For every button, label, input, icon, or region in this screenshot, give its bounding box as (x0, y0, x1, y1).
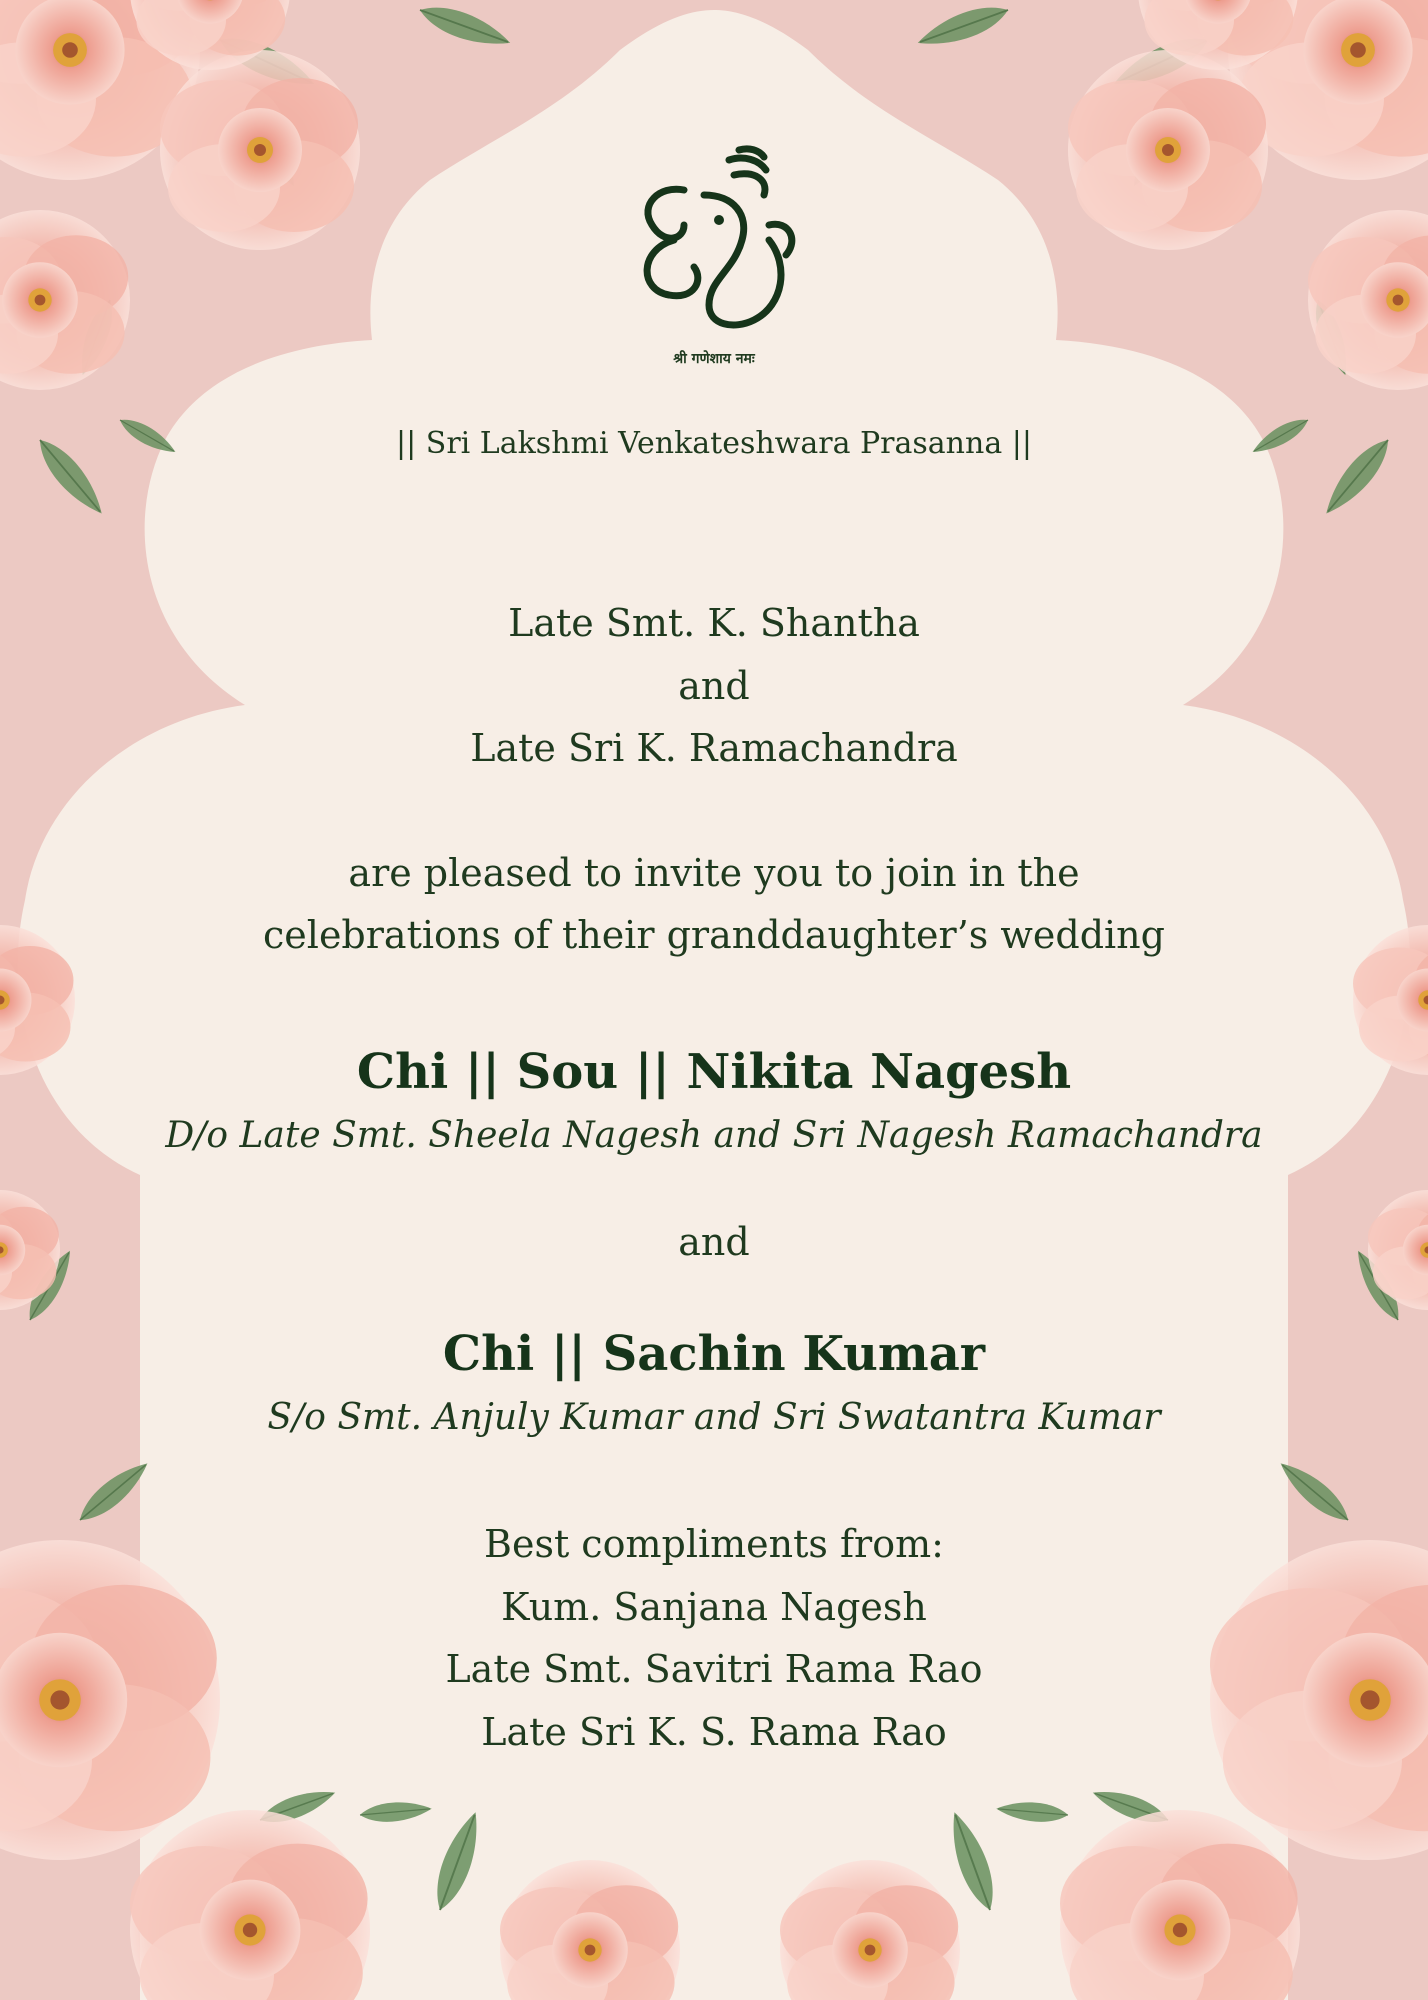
host-line-1: Late Smt. K. Shantha (508, 601, 920, 645)
host-line-3: Late Sri K. Ramachandra (470, 726, 958, 770)
invite-line-1: are pleased to invite you to join in the (348, 851, 1080, 895)
compliments-heading: Best compliments from: (484, 1522, 944, 1566)
compliments-name: Late Smt. Savitri Rama Rao (445, 1647, 983, 1691)
bride-name: Chi || Sou || Nikita Nagesh (356, 1044, 1072, 1100)
connector-and: and (678, 1220, 750, 1264)
bride-parents: D/o Late Smt. Sheela Nagesh and Sri Nagesh Ramachandra (165, 1115, 1263, 1156)
ganesha-caption: श्री गणेशाय नमः (673, 351, 755, 367)
arch-panel (18, 10, 1410, 2000)
flowers-top-right (1068, 0, 1428, 390)
groom-parents: S/o Smt. Anjuly Kumar and Sri Swatantra Kumar (267, 1397, 1161, 1438)
groom-name: Chi || Sachin Kumar (442, 1326, 986, 1382)
flowers-top-left (0, 0, 360, 390)
host-line-2: and (678, 664, 750, 708)
deity-invocation: || Sri Lakshmi Venkateshwara Prasanna || (396, 426, 1032, 461)
compliments-name: Kum. Sanjana Nagesh (501, 1585, 927, 1629)
compliments-name: Late Sri K. S. Rama Rao (481, 1710, 947, 1754)
invite-line-2: celebrations of their granddaughter’s wedding (263, 913, 1165, 957)
